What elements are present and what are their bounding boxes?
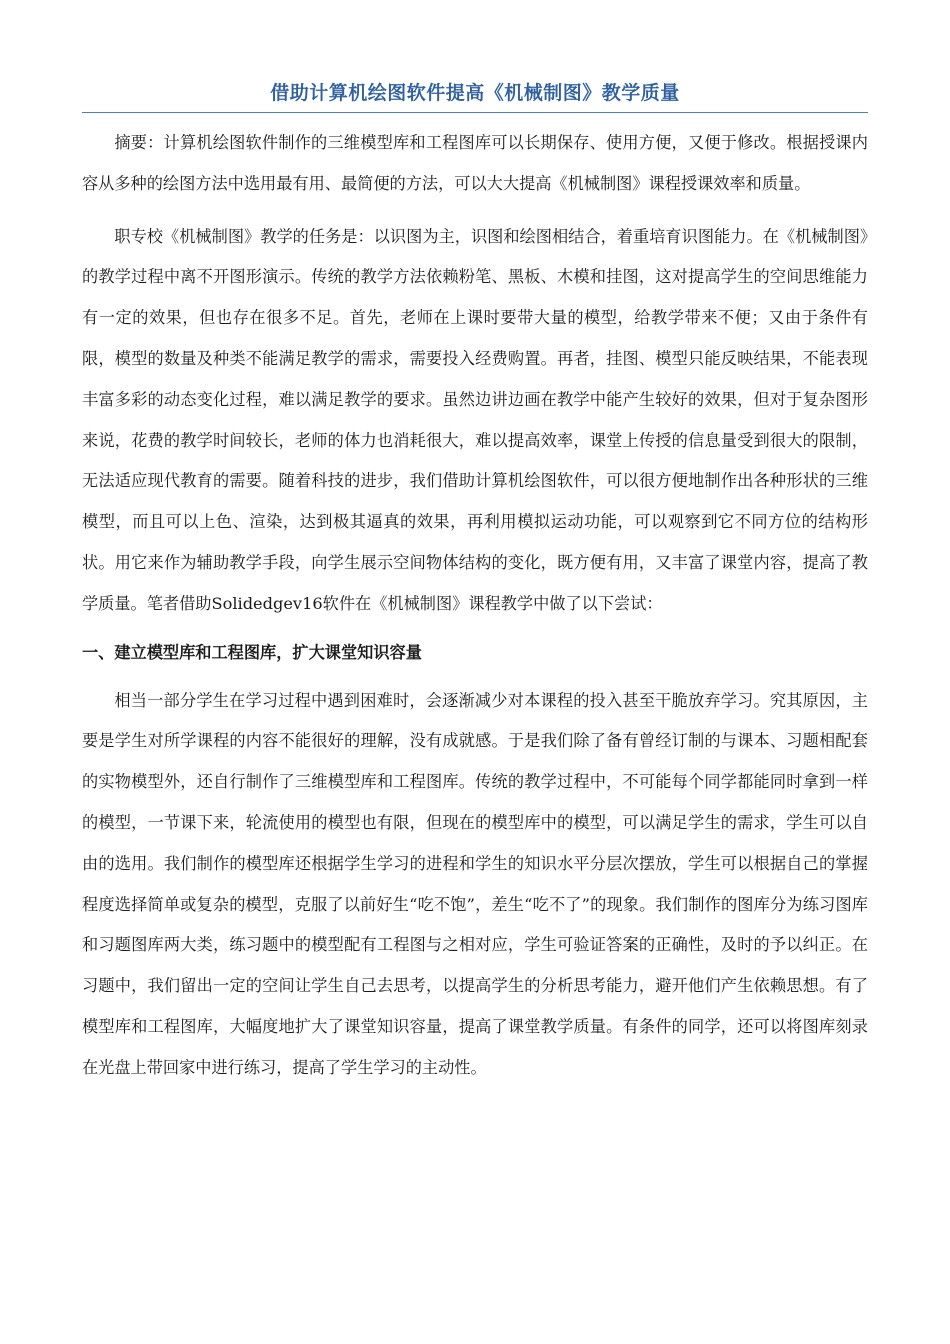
section-1-paragraph: 相当一部分学生在学习过程中遇到困难时，会逐渐减少对本课程的投入甚至干脆放弃学习。究其原因，主要是学生对所学课程的内容不能很好的理解，没有成就感。于是我们除了备有曾经订制的与课本、习题相配套的实物模型外，还自行制作了三维模型库和工程图库。传统的教学过程中，不可能每个同学都能同时拿到一样的模型，一节课下来，轮流使用的模型也有限，但现在的模型库中的模型，可以满足学生的需求，学生可以自由的选用。我们制作的模型库还根据学生学习的进程和学生的知识水平分层次摆放，学生可以根据自己的掌握程度选择简单或复杂的模型，克服了以前好生“吃不饱”，差生“吃不了”的现象。我们制作的图库分为练习图库和习题图库两大类，练习题中的模型配有工程图与之相对应，学生可验证答案的正确性，及时的予以纠正。在习题中，我们留出一定的空间让学生自己去思考，以提高学生的分析思考能力，避开他们产生依赖思想。有了模型库和工程图库，大幅度地扩大了课堂知识容量，提高了课堂教学质量。有条件的同学，还可以将图库刻录在光盘上带回家中进行练习，提高了学生学习的主动性。 [82, 690, 868, 1077]
document-page [82, 78, 868, 1089]
title-underline [82, 112, 868, 113]
document-title: 借助计算机绘图软件提高《机械制图》教学质量 [270, 82, 680, 104]
section-heading-1: 一、建立模型库和工程图库，扩大课堂知识容量 [82, 642, 422, 662]
intro-paragraph: 职专校《机械制图》教学的任务是：以识图为主，识图和绘图相结合，着重培育识图能力。在《机械制图》的教学过程中离不开图形演示。传统的教学方法依赖粉笔、黑板、木模和挂图，这对提高学生的空间思维能力有一定的效果，但也存在很多不足。首先，老师在上课时要带大量的模型，给教学带来不便；又由于条件有限，模型的数量及种类不能满足教学的需求，需要投入经费购置。再者，挂图、模型只能反映结果，不能表现丰富多彩的动态变化过程，难以满足教学的要求。虽然边讲边画在教学中能产生较好的效果，但对于复杂图形来说，花费的教学时间较长，老师的体力也消耗很大，难以提高效率，课堂上传授的信息量受到很大的限制，无法适应现代教育的需要。随着科技的进步，我们借助计算机绘图软件，可以很方便地制作出各种形状的三维模型，而且可以上色、渲染，达到极其逼真的效果，再利用模拟运动功能，可以观察到它不同方位的结构形状。用它来作为辅助教学手段，向学生展示空间物体结构的变化，既方便有用，又丰富了课堂内容，提高了教学质量。笔者借助Solidedgev16软件在《机械制图》课程教学中做了以下尝试： [82, 226, 868, 613]
abstract-paragraph: 摘要：计算机绘图软件制作的三维模型库和工程图库可以长期保存、使用方便，又便于修改。根据授课内容从多种的绘图方法中选用最有用、最简便的方法，可以大大提高《机械制图》课程授课效率和质量。 [82, 133, 868, 193]
